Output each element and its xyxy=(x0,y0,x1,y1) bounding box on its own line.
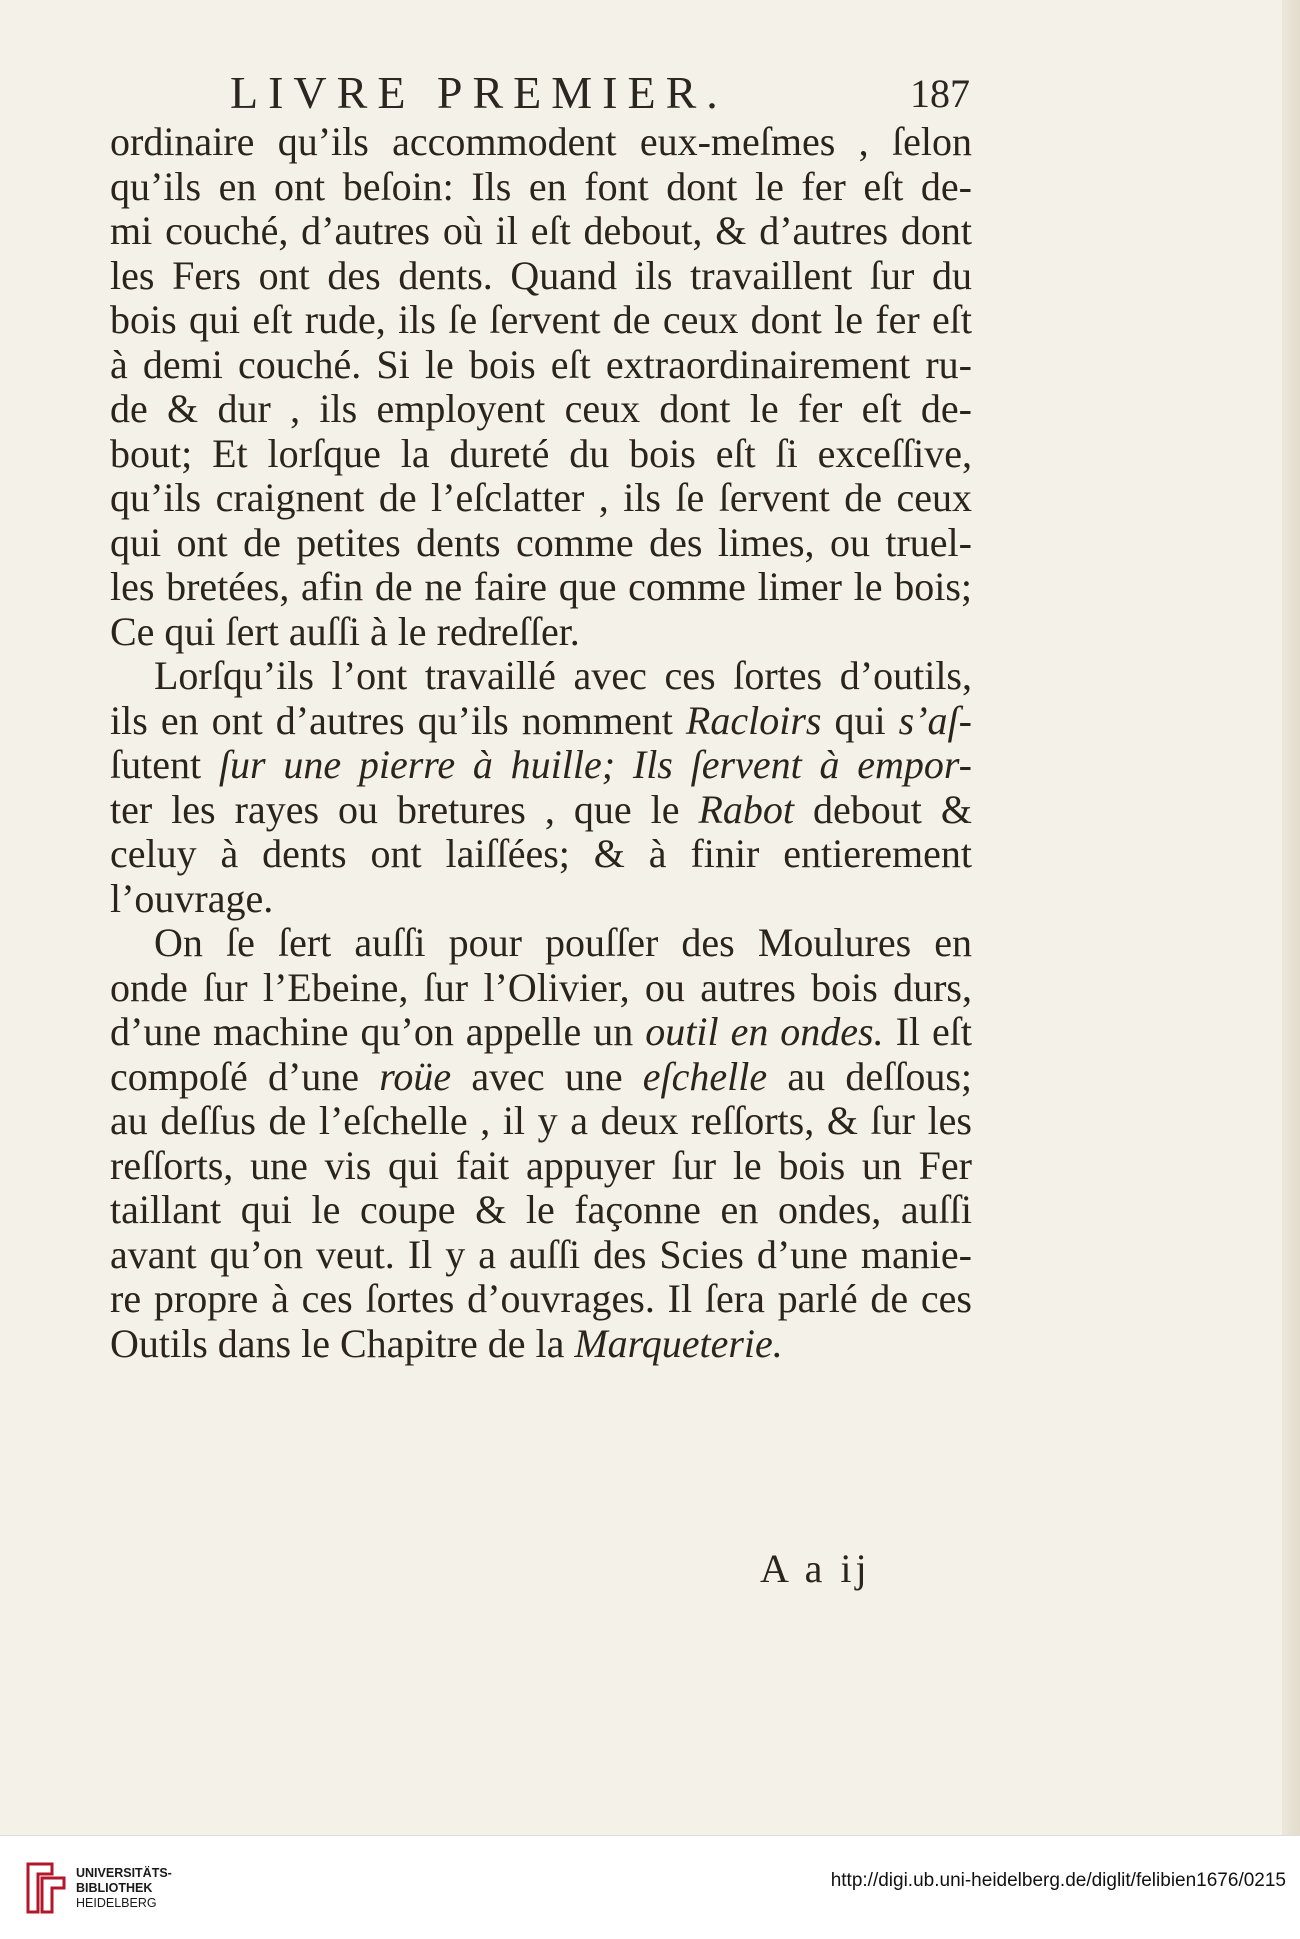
text-run: au deſſous; xyxy=(767,1053,973,1099)
running-title: LIVRE PREMIER. xyxy=(230,67,728,118)
italic-term: eſchelle xyxy=(642,1053,768,1099)
text-run: celuy à dents ont laiſſées; & à finir entierement xyxy=(110,831,972,876)
text-run: ordinaire qu’ils accommodent eux-meſmes , ſelon xyxy=(110,119,972,164)
text-run: avant qu’on veut. Il y a auſſi des Scies d’une manie- xyxy=(110,1231,972,1277)
text-run: qui xyxy=(821,697,899,743)
viewer-footer xyxy=(0,1835,1300,1939)
text-run: bois qui eſt rude, ils ſe ſervent de ceux dont le fer eſt xyxy=(110,297,972,342)
text-line xyxy=(110,209,972,254)
text-line xyxy=(110,1322,972,1367)
text-line xyxy=(110,343,972,388)
text-line xyxy=(110,565,972,610)
text-line xyxy=(110,921,972,966)
library-logo-icon xyxy=(24,1860,68,1916)
text-run: bout; Et lorſque la dureté du bois eſt ſi exceſſive, xyxy=(110,430,972,476)
text-run: re propre à ces ſortes d’ouvrages. Il ſera parlé de ces xyxy=(110,1276,972,1321)
text-line xyxy=(110,788,972,833)
text-line xyxy=(110,1010,972,1055)
text-line xyxy=(110,1144,972,1189)
text-run: Lorſqu’ils l’ont travaillé avec ces ſortes d’outils, xyxy=(154,653,972,698)
italic-term: Marqueterie. xyxy=(574,1320,783,1366)
text-run: avec une xyxy=(451,1053,643,1099)
text-run: d’une machine qu’on appelle un xyxy=(110,1009,646,1054)
text-run: reſſorts, une vis qui fait appuyer ſur le bois un Fer xyxy=(110,1142,972,1188)
italic-term: ſur une pierre à huille; Ils ſervent à empor- xyxy=(201,742,972,787)
text-run: de & dur , ils employent ceux dont le fer eſt de- xyxy=(110,386,972,431)
text-run: les bretées, afin de ne faire que comme limer le bois; xyxy=(110,564,972,609)
text-line xyxy=(110,966,972,1011)
text-line xyxy=(110,743,972,788)
library-name xyxy=(76,1866,172,1911)
text-run: Outils dans le Chapitre de la xyxy=(110,1320,575,1366)
text-line xyxy=(110,877,972,922)
text-line xyxy=(110,254,972,299)
text-line xyxy=(110,432,972,477)
library-name-line: BIBLIOTHEK xyxy=(76,1881,153,1895)
text-run: On ſe ſert auſſi pour pouſſer des Moulures en xyxy=(154,920,972,965)
text-run: à demi couché. Si le bois eſt extraordinairement ru- xyxy=(110,341,972,387)
signature-mark: A a ij xyxy=(760,1546,871,1591)
text-line xyxy=(110,387,972,432)
text-run: onde ſur l’Ebeine, ſur l’Olivier, ou autres bois durs, xyxy=(110,964,972,1010)
text-line xyxy=(110,699,972,744)
library-name-line: UNIVERSITÄTS- xyxy=(76,1866,172,1880)
text-line xyxy=(110,1188,972,1233)
text-run: qu’ils en ont beſoin: Ils en font dont le fer eſt de- xyxy=(110,163,972,209)
text-line xyxy=(110,120,972,165)
text-run: ils en ont d’autres qu’ils nomment xyxy=(110,697,686,743)
text-line xyxy=(110,298,972,343)
text-run: ſutent xyxy=(110,742,202,787)
text-run: Ce qui ſert auſſi à le redreſſer. xyxy=(110,608,580,654)
text-line xyxy=(110,610,972,655)
text-run: Il eſt xyxy=(883,1009,972,1054)
page-number: 187 xyxy=(910,71,970,116)
text-line xyxy=(110,832,972,877)
permalink-url[interactable]: http://digi.ub.uni-heidelberg.de/diglit/felibien1676/0215 xyxy=(830,1870,1286,1891)
running-header xyxy=(120,66,970,116)
text-run: taillant qui le coupe & le façonne en ondes, auſſi xyxy=(110,1187,972,1232)
text-line xyxy=(110,654,972,699)
text-line xyxy=(110,1055,972,1100)
text-line xyxy=(110,1099,972,1144)
text-line xyxy=(110,1233,972,1278)
italic-term: roüe xyxy=(379,1053,452,1099)
text-line xyxy=(110,476,972,521)
text-run: qu’ils craignent de l’eſclatter , ils ſe ſervent de ceux xyxy=(110,475,972,520)
body-text xyxy=(110,120,972,1366)
page-edge-shadow xyxy=(1282,0,1300,1835)
text-line xyxy=(110,165,972,210)
library-name-line: HEIDELBERG xyxy=(76,1896,157,1910)
text-run: compoſé d’une xyxy=(110,1053,380,1099)
italic-term: Racloirs xyxy=(685,697,822,743)
text-run: l’ouvrage. xyxy=(110,875,274,921)
text-line xyxy=(110,521,972,566)
text-run: debout & xyxy=(794,786,972,832)
text-run: au deſſus de l’eſchelle , il y a deux reſſorts, & ſur les xyxy=(110,1098,972,1143)
text-run: les Fers ont des dents. Quand ils travaillent ſur du xyxy=(110,252,972,298)
italic-term: Rabot xyxy=(698,786,795,832)
text-run: mi couché, d’autres où il eſt debout, & d’autres dont xyxy=(110,208,972,253)
text-line xyxy=(110,1277,972,1322)
text-run: qui ont de petites dents comme des limes, ou truel- xyxy=(110,519,972,565)
text-run: ter les rayes ou bretures , que le xyxy=(110,786,699,832)
italic-term: outil en ondes. xyxy=(645,1009,884,1054)
italic-term: s’aſ- xyxy=(898,697,972,743)
